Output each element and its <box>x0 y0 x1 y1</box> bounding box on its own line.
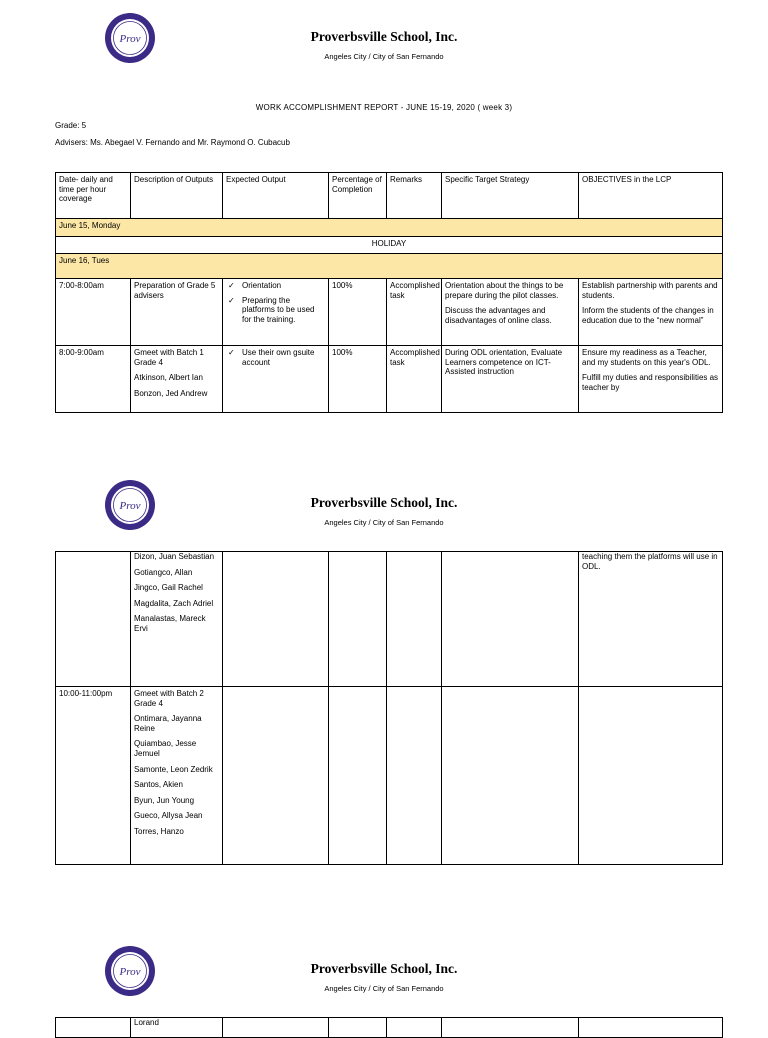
report-table-continued <box>55 551 723 865</box>
header-remarks: Remarks <box>387 173 442 219</box>
table-header-row <box>56 173 723 219</box>
svg-text:Prov: Prov <box>119 500 141 512</box>
grade-label: Grade: 5 <box>55 121 87 130</box>
day-row-june-16: June 16, Tues <box>56 254 723 279</box>
header-percentage: Percentage of Completion <box>329 173 387 219</box>
row2-description: Gmeet with Batch 1 Grade 4 Atkinson, Albert Ian Bonzon, Jed Andrew <box>131 346 223 413</box>
row1-time: 7:00-8:00am <box>56 279 131 346</box>
batch2-names: Gmeet with Batch 2 Grade 4 Ontimara, Jayanna Reine Quiambao, Jesse Jemuel Samonte, Leon Zedrik Santos, Akien Byun, Jun Young Gueco, Allysa Jean Torres, Hanzo <box>131 687 223 865</box>
advisers-label: Advisers: Ms. Abegael V. Fernando and Mr. Raymond O. Cubacub <box>55 138 290 147</box>
table-row <box>56 279 723 346</box>
page3-first-name: Lorand <box>131 1018 223 1038</box>
header-strategy: Specific Target Strategy <box>442 173 579 219</box>
row1-description: Preparation of Grade 5 advisers <box>131 279 223 346</box>
table-row <box>56 346 723 413</box>
header-date: Date- daily and time per hour coverage <box>56 173 131 219</box>
table-row <box>56 552 723 687</box>
holiday-row: HOLIDAY <box>56 237 723 254</box>
school-address: Angeles City / City of San Fernando <box>324 518 444 527</box>
header-expected: Expected Output <box>223 173 329 219</box>
expected-item: ✓ Orientation <box>226 281 325 291</box>
school-address: Angeles City / City of San Fernando <box>324 52 444 61</box>
expected-item: ✓ Preparing the platforms to be used for the training. <box>226 296 325 325</box>
report-title: WORK ACCOMPLISHMENT REPORT - JUNE 15-19, 2020 ( week 3) <box>255 103 513 112</box>
table-row <box>56 1018 723 1038</box>
table-row <box>56 687 723 865</box>
row1-expected <box>223 279 329 346</box>
expected-item: ✓ Use their own gsuite account <box>226 348 325 367</box>
row2-remarks: Accomplished task <box>387 346 442 413</box>
row3-time: 10:00-11:00pm <box>56 687 131 865</box>
objectives-continued: teaching them the platforms will use in ODL. <box>579 552 723 687</box>
day-row-june-15: June 15, Monday <box>56 219 723 237</box>
header-description: Description of Outputs <box>131 173 223 219</box>
report-table <box>55 172 723 413</box>
row1-remarks: Accomplished task <box>387 279 442 346</box>
row2-percent: 100% <box>329 346 387 413</box>
svg-text:Prov: Prov <box>119 966 141 978</box>
school-name: Proverbsville School, Inc. <box>310 29 458 44</box>
header-objectives: OBJECTIVES in the LCP <box>579 173 723 219</box>
row1-strategy: Orientation about the things to be prepare during the pilot classes. Discuss the advantages and disadvantages of online class. <box>442 279 579 346</box>
row2-objectives: Ensure my readiness as a Teacher, and my students on this year's ODL. Fulfill my duties and responsibilities as teacher by <box>579 346 723 413</box>
batch1-names: Dizon, Juan Sebastian Gotiangco, Allan Jingco, Gail Rachel Magdalita, Zach Adriel Manalastas, Mareck Ervi <box>131 552 223 687</box>
row2-strategy: During ODL orientation, Evaluate Learners competence on ICT-Assisted instruction <box>442 346 579 413</box>
report-table-page3 <box>55 1017 723 1038</box>
row2-expected <box>223 346 329 413</box>
school-name: Proverbsville School, Inc. <box>310 495 458 510</box>
school-name: Proverbsville School, Inc. <box>310 961 458 976</box>
row1-percent: 100% <box>329 279 387 346</box>
svg-text:Prov: Prov <box>119 33 141 45</box>
row1-objectives: Establish partnership with parents and students. Inform the students of the changes in education due to the “new normal” <box>579 279 723 346</box>
school-address: Angeles City / City of San Fernando <box>324 984 444 993</box>
row2-time: 8:00-9:00am <box>56 346 131 413</box>
